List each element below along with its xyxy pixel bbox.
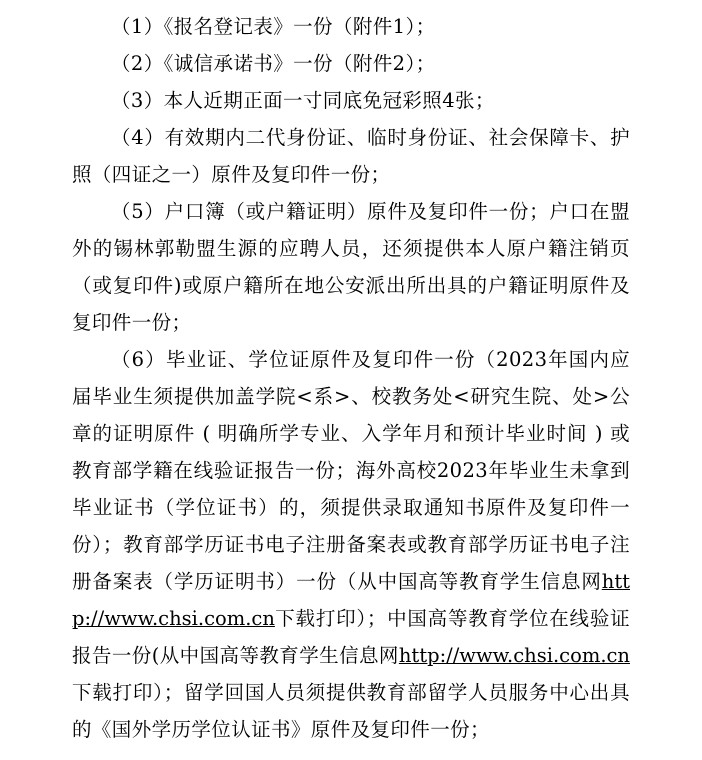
list-item-3: （3）本人近期正面一寸同底免冠彩照4张； [111,89,495,112]
list-item-2: （2）《诚信承诺书》一份（附件2）； [111,52,436,75]
list-item-6-text-part2: 下载打印）；中国高等教育学位在线验证报告一份(从中国高等教育学生信息网 [72,607,630,667]
list-item-5: （5）户口簿（或户籍证明）原件及复印件一份；户口在盟外的锡林郭勒盟生源的应聘人员，还须提供本人原户籍注销页（或复印件)或原户籍所在地公安派出所出具的户籍证明原件及复印件一份； [72,200,630,334]
list-item-4: （4）有效期内二代身份证、临时身份证、社会保障卡、护照（四证之一）原件及复印件一份； [72,126,630,186]
list-item-6-text-part1: （6）毕业证、学位证原件及复印件一份（2023年国内应届毕业生须提供加盖学院<系>、校教务处<研究生院、处>公章的证明原件 ( 明确所学专业、入学年月和预计毕业时间 ) 或教育部学籍在线验证报告一份；海外高校2023年毕业生未拿到毕业证书（学位证书）的，须提供录取通知书原件及复印件一份）；教育部学历证书电子注册备案表或教育部学历证书电子注册备案表（学历证明书）一份（从中国高等教育学生信息网 [72,348,630,593]
chsi-link-2[interactable]: http://www.chsi.com.cn [398,644,630,667]
chsi-link-1[interactable]: http://www.chsi.com.cn [72,570,630,630]
list-item-6 [72,341,630,748]
list-item-1: （1）《报名登记表》一份（附件1）； [111,15,436,38]
list-item-6-text-part3: 下载打印）；留学回国人员须提供教育部留学人员服务中心出具的《国外学历学位认证书》原件及复印件一份； [72,681,630,741]
